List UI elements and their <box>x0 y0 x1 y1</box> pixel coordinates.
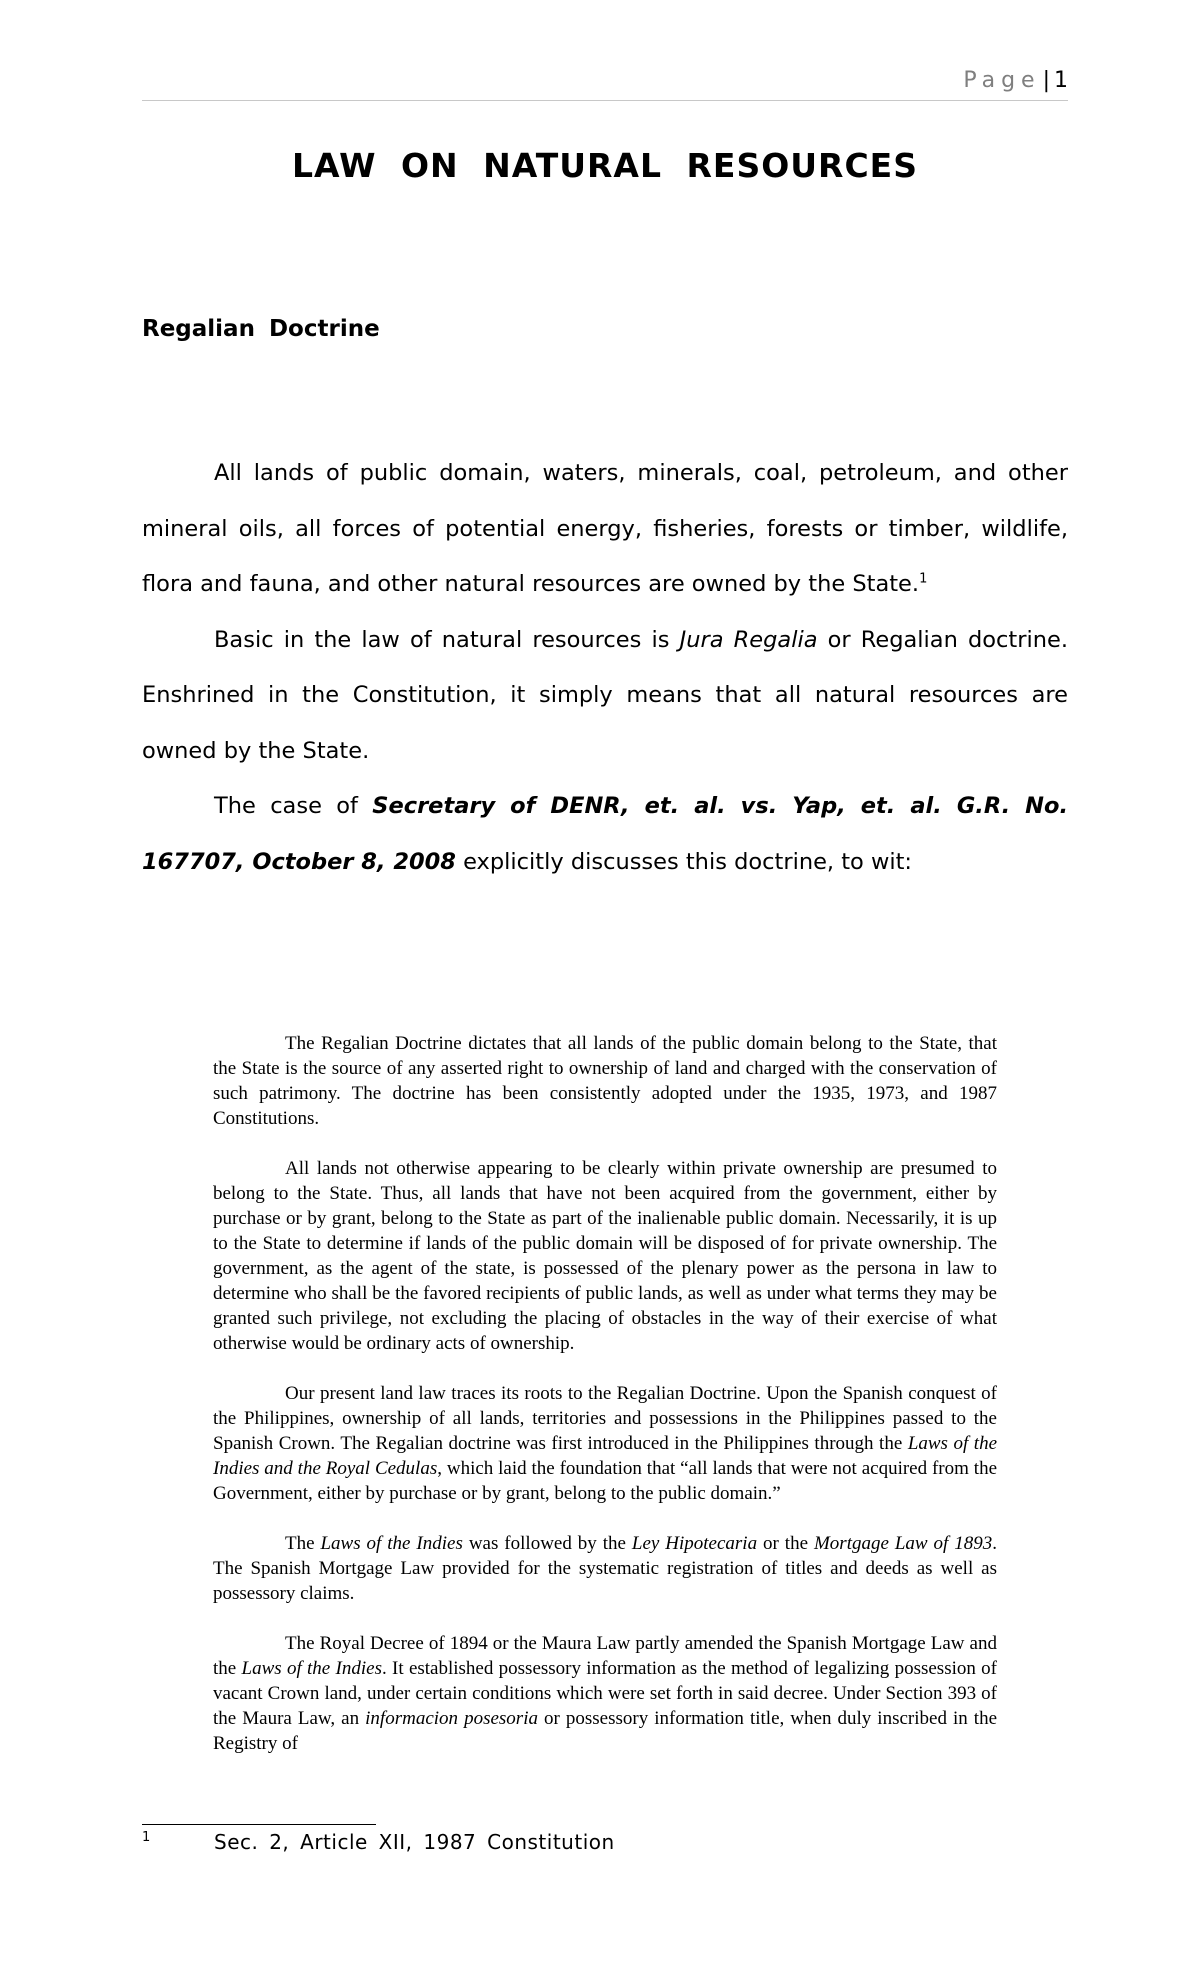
paragraph-ownership <box>142 446 1068 613</box>
paragraph-jura-regalia <box>142 613 1068 780</box>
quote-5-italic-1: Laws of the Indies <box>241 1658 382 1679</box>
quote-paragraph-5 <box>213 1631 997 1756</box>
section-heading: Regalian Doctrine <box>142 316 380 342</box>
paragraph-jura-regalia-text: Basic in the law of natural resources is <box>214 626 680 653</box>
page-separator: | <box>1042 68 1050 93</box>
quote-paragraph-1: The Regalian Doctrine dictates that all lands of the public domain belong to the State, that the State is the source of any asserted right to ownership of land and charged with the conservation of such patrimony. The doctrine has been consistently adopted under the 1935, 1973, and 1987 Constitutions. <box>213 1033 997 1129</box>
block-quote <box>213 1031 997 1756</box>
quote-3-text-b: , which laid the foundation that “all lands that were not acquired from the Government, either by purchase or by grant, belong to the public domain.” <box>213 1458 997 1504</box>
footnote-mark: 1 <box>142 1830 151 1845</box>
quote-5-text-b: . It established possessory information as the method of legalizing possession of vacant Crown land, under certain conditions which were set forth in said decree. Under Section 393 of the Maura Law, an <box>213 1658 997 1729</box>
quote-4-italic-1: Laws of the Indies <box>320 1533 463 1554</box>
page-number: 1 <box>1054 68 1068 93</box>
case-citation: Secretary of DENR, et. al. vs. Yap, et. al. G.R. No. 167707, October 8, 2008 <box>142 793 1068 875</box>
footnote-text: Sec. 2, Article XII, 1987 Constitution <box>214 1830 615 1854</box>
quote-paragraph-4 <box>213 1531 997 1606</box>
quote-paragraph-2: All lands not otherwise appearing to be clearly within private ownership are presumed to belong to the State. Thus, all lands that have not been acquired from the government, either by purchase or by grant, belong to the State as part of the inalienable public domain. Necessarily, it is up to the State to determine if lands of the public domain will be disposed of for private ownership. The government, as the agent of the state, is possessed of the plenary power as the persona in law to determine who shall be the favored recipients of public lands, as well as under what terms they may be granted such privilege, not excluding the placing of obstacles in the way of their exercise of what otherwise would be ordinary acts of ownership. <box>213 1158 997 1354</box>
case-citation-tail: explicitly discusses this doctrine, to wit: <box>455 848 913 875</box>
quote-4-text-d: . The Spanish Mortgage Law provided for the systematic registration of titles and deeds as well as possessory claims. <box>213 1533 997 1604</box>
case-citation-lead: The case of <box>214 793 373 819</box>
quote-4-text-c: or the <box>757 1533 814 1554</box>
quote-5-italic-2: informacion posesoria <box>365 1708 538 1729</box>
quote-3-italic: Laws of the Indies and the Royal Cedulas <box>213 1433 998 1479</box>
page-number-label <box>963 68 1068 93</box>
quote-3-text-a: Our present land law traces its roots to the Regalian Doctrine. Upon the Spanish conquest of the Philippines, ownership of all lands, territories and possessions in the Philippines passed to the Spanish Crown. The Regalian doctrine was first introduced in the Philippines through the <box>213 1383 997 1454</box>
page-header <box>142 66 1068 101</box>
quote-4-italic-2: Ley Hipotecaria <box>631 1533 758 1554</box>
quote-4-italic-3: Mortgage Law of 1893 <box>813 1533 993 1554</box>
footnote-reference[interactable]: 1 <box>919 571 928 587</box>
jura-regalia-term: Jura Regalia <box>679 626 818 653</box>
paragraph-case-citation <box>142 779 1068 890</box>
quote-5-text-c: or possessory information title, when duly inscribed in the Registry of <box>213 1708 998 1754</box>
footnote-divider <box>142 1824 376 1825</box>
document-title: LAW ON NATURAL RESOURCES <box>291 146 918 185</box>
quote-4-text-b: was followed by the <box>462 1533 632 1554</box>
paragraph-jura-regalia-text-2: or Regalian doctrine. Enshrined in the Constitution, it simply means that all natural resources are owned by the State. <box>142 626 1068 764</box>
quote-5-text-a: The Royal Decree of 1894 or the Maura Law partly amended the Spanish Mortgage Law and the <box>213 1633 997 1679</box>
body-text <box>142 446 1068 890</box>
page-word: Page <box>963 68 1041 93</box>
quote-4-text-a: The <box>285 1533 321 1554</box>
quote-paragraph-3 <box>213 1381 997 1506</box>
paragraph-ownership-text: All lands of public domain, waters, minerals, coal, petroleum, and other mineral oils, all forces of potential energy, fisheries, forests or timber, wildlife, flora and fauna, and other natural resources are owned by the State. <box>142 460 1068 597</box>
